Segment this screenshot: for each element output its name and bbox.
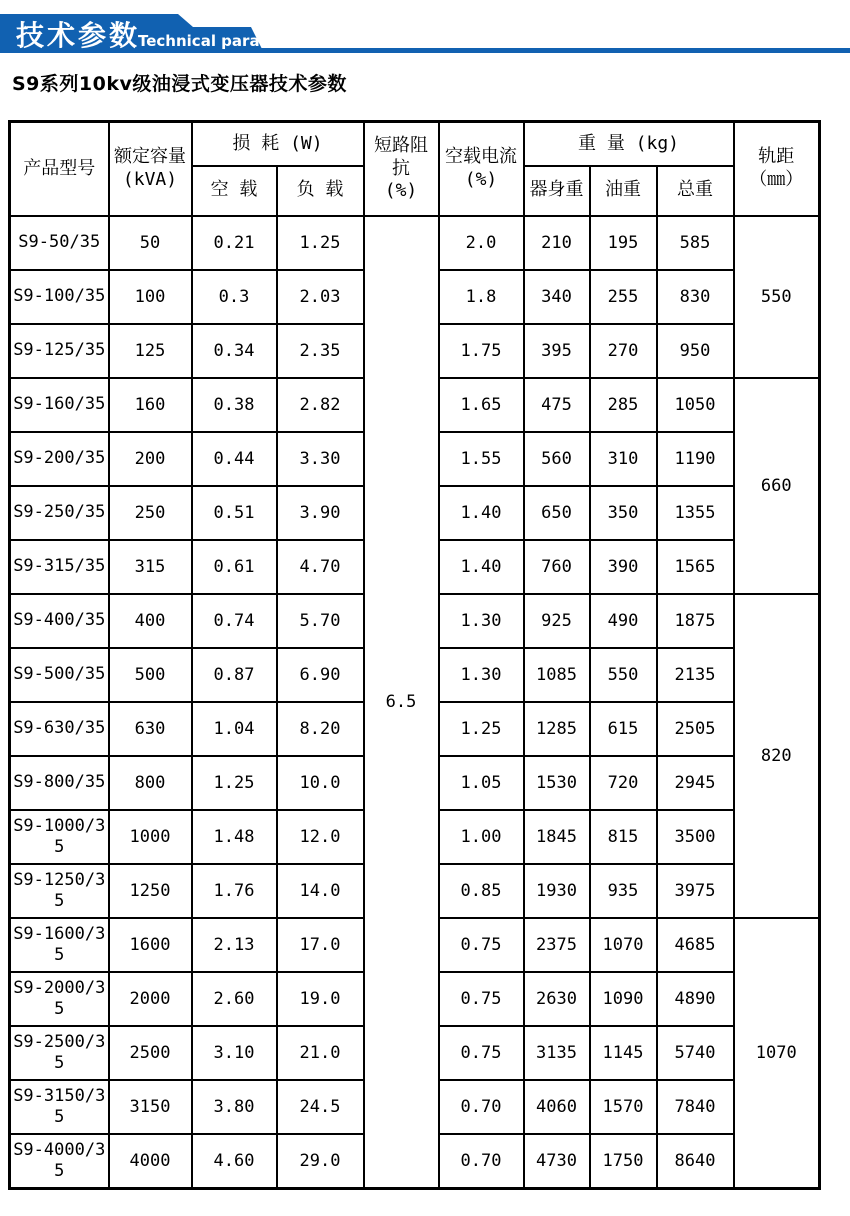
oil-weight-cell: 270 [590,324,657,378]
capacity-cell: 1250 [109,864,192,918]
capacity-cell: 400 [109,594,192,648]
no-load-loss-cell: 2.13 [192,918,277,972]
model-cell: S9-50/35 [10,216,109,270]
oil-weight-cell: 815 [590,810,657,864]
oil-weight-cell: 490 [590,594,657,648]
on-load-loss-cell: 29.0 [277,1134,364,1189]
model-cell: S9-3150/35 [10,1080,109,1134]
no-load-current-cell: 1.25 [439,702,524,756]
spec-table [8,120,821,1190]
header-model [10,122,109,216]
capacity-cell: 800 [109,756,192,810]
body-weight-cell: 4730 [524,1134,590,1189]
body-weight-cell: 760 [524,540,590,594]
no-load-current-cell: 1.40 [439,540,524,594]
model-cell: S9-1000/35 [10,810,109,864]
capacity-cell: 1000 [109,810,192,864]
body-weight-cell: 475 [524,378,590,432]
table-body [10,216,820,1189]
total-weight-cell: 1355 [657,486,734,540]
model-cell: S9-4000/35 [10,1134,109,1189]
banner-subtitle: Technical parameter [138,32,311,50]
oil-weight-cell: 1090 [590,972,657,1026]
capacity-cell: 3150 [109,1080,192,1134]
body-weight-cell: 650 [524,486,590,540]
body-weight-cell: 1930 [524,864,590,918]
gauge-merged-cell: 660 [734,378,820,594]
capacity-cell: 500 [109,648,192,702]
total-weight-cell: 2135 [657,648,734,702]
header-current-line1: 空载电流 [445,146,517,168]
no-load-loss-cell: 0.38 [192,378,277,432]
no-load-loss-cell: 0.87 [192,648,277,702]
oil-weight-cell: 285 [590,378,657,432]
on-load-loss-cell: 19.0 [277,972,364,1026]
model-cell: S9-315/35 [10,540,109,594]
header-current-line2: (%) [464,168,498,190]
oil-weight-cell: 1570 [590,1080,657,1134]
header-capacity-line1: 额定容量 [114,146,186,168]
no-load-loss-cell: 0.21 [192,216,277,270]
no-load-current-cell: 1.65 [439,378,524,432]
table-header [10,122,820,216]
no-load-current-cell: 1.8 [439,270,524,324]
no-load-current-cell: 0.70 [439,1134,524,1189]
oil-weight-cell: 615 [590,702,657,756]
gauge-merged-cell: 820 [734,594,820,918]
body-weight-cell: 2375 [524,918,590,972]
model-cell: S9-250/35 [10,486,109,540]
header-loss-no-load: 空 载 [192,166,277,216]
oil-weight-cell: 310 [590,432,657,486]
body-weight-cell: 210 [524,216,590,270]
total-weight-cell: 1565 [657,540,734,594]
no-load-current-cell: 0.75 [439,1026,524,1080]
body-weight-cell: 2630 [524,972,590,1026]
on-load-loss-cell: 24.5 [277,1080,364,1134]
on-load-loss-cell: 8.20 [277,702,364,756]
body-weight-cell: 560 [524,432,590,486]
capacity-cell: 2500 [109,1026,192,1080]
no-load-loss-cell: 0.74 [192,594,277,648]
total-weight-cell: 2945 [657,756,734,810]
oil-weight-cell: 350 [590,486,657,540]
total-weight-cell: 2505 [657,702,734,756]
body-weight-cell: 1845 [524,810,590,864]
capacity-cell: 125 [109,324,192,378]
header-impedance [364,122,439,216]
no-load-current-cell: 1.40 [439,486,524,540]
header-loss-on-load: 负 载 [277,166,364,216]
oil-weight-cell: 720 [590,756,657,810]
model-cell: S9-800/35 [10,756,109,810]
capacity-cell: 630 [109,702,192,756]
oil-weight-cell: 255 [590,270,657,324]
no-load-current-cell: 1.30 [439,594,524,648]
on-load-loss-cell: 3.30 [277,432,364,486]
model-cell: S9-2000/35 [10,972,109,1026]
impedance-merged-cell: 6.5 [364,216,439,1189]
model-cell: S9-100/35 [10,270,109,324]
oil-weight-cell: 935 [590,864,657,918]
header-no-load-current [439,122,524,216]
model-cell: S9-2500/35 [10,1026,109,1080]
model-cell: S9-125/35 [10,324,109,378]
total-weight-cell: 585 [657,216,734,270]
total-weight-cell: 4890 [657,972,734,1026]
oil-weight-cell: 195 [590,216,657,270]
no-load-current-cell: 0.75 [439,918,524,972]
total-weight-cell: 7840 [657,1080,734,1134]
model-cell: S9-400/35 [10,594,109,648]
banner-title: 技术参数 [16,19,141,52]
total-weight-cell: 1190 [657,432,734,486]
capacity-cell: 4000 [109,1134,192,1189]
total-weight-cell: 830 [657,270,734,324]
oil-weight-cell: 390 [590,540,657,594]
model-cell: S9-630/35 [10,702,109,756]
no-load-loss-cell: 1.76 [192,864,277,918]
gauge-merged-cell: 550 [734,216,820,378]
no-load-loss-cell: 1.04 [192,702,277,756]
no-load-loss-cell: 0.51 [192,486,277,540]
on-load-loss-cell: 5.70 [277,594,364,648]
header-gauge-line1: 轨距 [758,146,795,168]
total-weight-cell: 950 [657,324,734,378]
no-load-loss-cell: 0.61 [192,540,277,594]
capacity-cell: 50 [109,216,192,270]
model-cell: S9-160/35 [10,378,109,432]
capacity-cell: 160 [109,378,192,432]
total-weight-cell: 1875 [657,594,734,648]
header-weight-body: 器身重 [524,166,590,216]
model-cell: S9-200/35 [10,432,109,486]
body-weight-cell: 1530 [524,756,590,810]
capacity-cell: 2000 [109,972,192,1026]
oil-weight-cell: 1070 [590,918,657,972]
no-load-current-cell: 1.05 [439,756,524,810]
model-cell: S9-1250/35 [10,864,109,918]
no-load-current-cell: 1.75 [439,324,524,378]
page-title: S9系列10kv级油浸式变压器技术参数 [12,73,347,95]
capacity-cell: 100 [109,270,192,324]
no-load-loss-cell: 0.44 [192,432,277,486]
on-load-loss-cell: 10.0 [277,756,364,810]
total-weight-cell: 3500 [657,810,734,864]
capacity-cell: 1600 [109,918,192,972]
gauge-merged-cell: 1070 [734,918,820,1189]
body-weight-cell: 395 [524,324,590,378]
on-load-loss-cell: 12.0 [277,810,364,864]
header-model-label: 产品型号 [23,157,96,179]
no-load-loss-cell: 1.25 [192,756,277,810]
header-gauge-line2: （㎜） [749,168,804,190]
total-weight-cell: 4685 [657,918,734,972]
no-load-loss-cell: 1.48 [192,810,277,864]
table-row [10,216,820,270]
header-impedance-line3: (%) [384,180,418,201]
total-weight-cell: 3975 [657,864,734,918]
banner [0,0,850,62]
no-load-current-cell: 1.00 [439,810,524,864]
total-weight-cell: 8640 [657,1134,734,1189]
no-load-loss-cell: 2.60 [192,972,277,1026]
no-load-current-cell: 0.75 [439,972,524,1026]
body-weight-cell: 4060 [524,1080,590,1134]
body-weight-cell: 340 [524,270,590,324]
no-load-loss-cell: 0.34 [192,324,277,378]
header-loss-group: 损 耗 (W) [192,122,364,166]
no-load-current-cell: 1.30 [439,648,524,702]
on-load-loss-cell: 17.0 [277,918,364,972]
capacity-cell: 315 [109,540,192,594]
on-load-loss-cell: 1.25 [277,216,364,270]
no-load-current-cell: 2.0 [439,216,524,270]
capacity-cell: 250 [109,486,192,540]
no-load-loss-cell: 4.60 [192,1134,277,1189]
no-load-loss-cell: 3.10 [192,1026,277,1080]
header-impedance-line2: 抗 [392,157,410,179]
header-weight-group: 重 量 (kg) [524,122,734,166]
oil-weight-cell: 550 [590,648,657,702]
no-load-loss-cell: 3.80 [192,1080,277,1134]
body-weight-cell: 1085 [524,648,590,702]
no-load-current-cell: 0.85 [439,864,524,918]
body-weight-cell: 1285 [524,702,590,756]
on-load-loss-cell: 6.90 [277,648,364,702]
header-gauge [734,122,820,216]
on-load-loss-cell: 2.82 [277,378,364,432]
model-cell: S9-500/35 [10,648,109,702]
on-load-loss-cell: 2.35 [277,324,364,378]
no-load-current-cell: 0.70 [439,1080,524,1134]
header-capacity [109,122,192,216]
on-load-loss-cell: 21.0 [277,1026,364,1080]
oil-weight-cell: 1145 [590,1026,657,1080]
no-load-loss-cell: 0.3 [192,270,277,324]
banner-rule-line [240,48,850,53]
header-impedance-line1: 短路阻 [374,135,428,156]
no-load-current-cell: 1.55 [439,432,524,486]
capacity-cell: 200 [109,432,192,486]
model-cell: S9-1600/35 [10,918,109,972]
on-load-loss-cell: 3.90 [277,486,364,540]
header-row-1 [10,122,820,166]
total-weight-cell: 1050 [657,378,734,432]
header-weight-oil: 油重 [590,166,657,216]
on-load-loss-cell: 2.03 [277,270,364,324]
header-weight-total: 总重 [657,166,734,216]
oil-weight-cell: 1750 [590,1134,657,1189]
header-capacity-line2: (kVA) [122,168,178,190]
on-load-loss-cell: 14.0 [277,864,364,918]
body-weight-cell: 3135 [524,1026,590,1080]
total-weight-cell: 5740 [657,1026,734,1080]
on-load-loss-cell: 4.70 [277,540,364,594]
body-weight-cell: 925 [524,594,590,648]
